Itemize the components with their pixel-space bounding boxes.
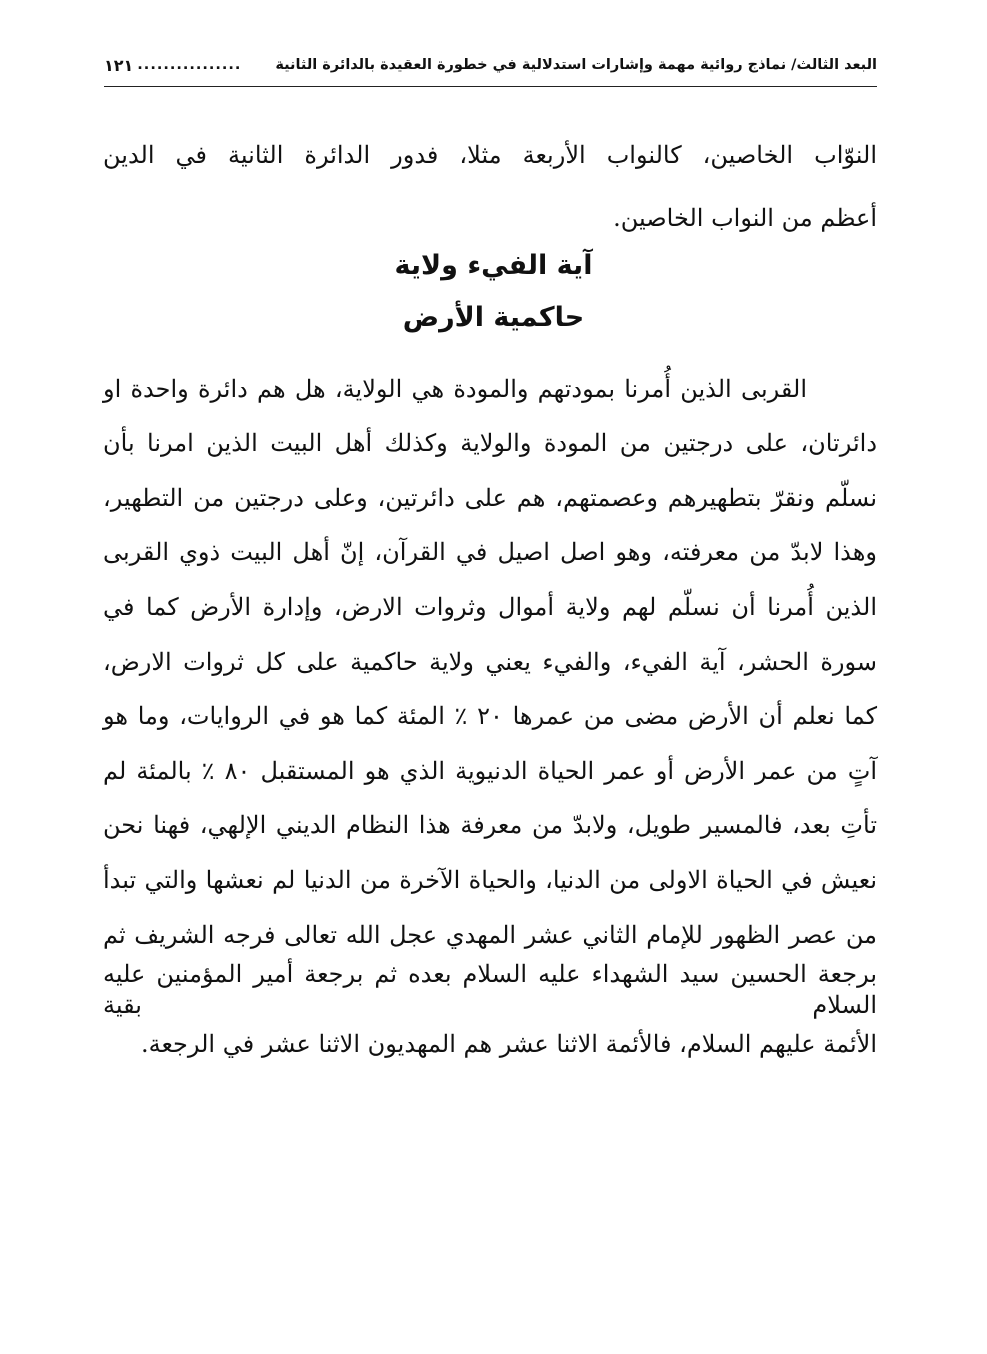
text-line: الأئمة عليهم السلام، فالأئمة الاثنا عشر هم المهديون الاثنا عشر في الرجعة. [140,1029,877,1058]
text-line: كما نعلم أن الأرض مضى من عمرها ٢٠ ٪ المئة كما هو في الروايات، وما هو [103,702,877,731]
text-line: سورة الحشر، آية الفيء، والفيء يعني ولاية حاكمية على كل ثروات الارض، [103,647,877,676]
page-header [104,52,877,78]
text-line: تأتِ بعد، فالمسير طويل، ولابدّ من معرفة هذا النظام الديني الإلهي، فهنا نحن [103,811,877,840]
text-line: القربى الذين أُمرنا بمودتهم والمودة هي الولاية، هل هم دائرة واحدة او [103,374,807,403]
text-line: نعيش في الحياة الاولى من الدنيا، والحياة الآخرة من الدنيا لم نعشها والتي تبدأ [103,866,877,895]
text-line: النوّاب الخاصين، كالنواب الأربعة مثلا، فدور الدائرة الثانية في الدين [103,140,877,169]
text-line: برجعة الحسين سيد الشهداء عليه السلام بعده ثم برجعة أمير المؤمنين عليه السلام بقية [103,959,877,1019]
leader-dots: ................ [137,57,242,73]
header-divider [104,86,877,87]
text-line: نسلّم ونقرّ بتطهيرهم وعصمتهم، هم على دائرتين، وعلى درجتين من التطهير، [103,483,877,512]
text-line: وهذا لابدّ من معرفته، وهو اصل اصيل في القرآن، إنّ أهل البيت ذوي القربى [103,538,877,567]
main-paragraph [103,362,877,1072]
text-line: من عصر الظهور للإمام الثاني عشر المهدي عجل الله تعالى فرجه الشريف ثم [103,920,877,949]
opening-paragraph [103,124,877,250]
text-line: الذين أُمرنا أن نسلّم لهم ولاية أموال وثروات الارض، وإدارة الأرض كما في [103,593,877,622]
section-heading-line-1: آية الفيء ولاية [394,250,593,281]
page-number: ١٢١ [104,55,134,75]
text-line: أعظم من النواب الخاصين. [613,203,877,232]
running-title: البعد الثالث/ نماذج روائية مهمة وإشارات استدلالية في خطورة العقيدة بالدائرة الثانية [275,57,877,73]
section-heading-line-2: حاكمية الأرض [402,302,585,333]
text-line: آتٍ من عمر الأرض أو عمر الحياة الدنيوية الذي هو المستقبل ٨٠ ٪ بالمئة لم [103,756,877,785]
text-line: دائرتان، على درجتين من المودة والولاية وكذلك أهل البيت الذين امرنا بأن [103,429,878,458]
